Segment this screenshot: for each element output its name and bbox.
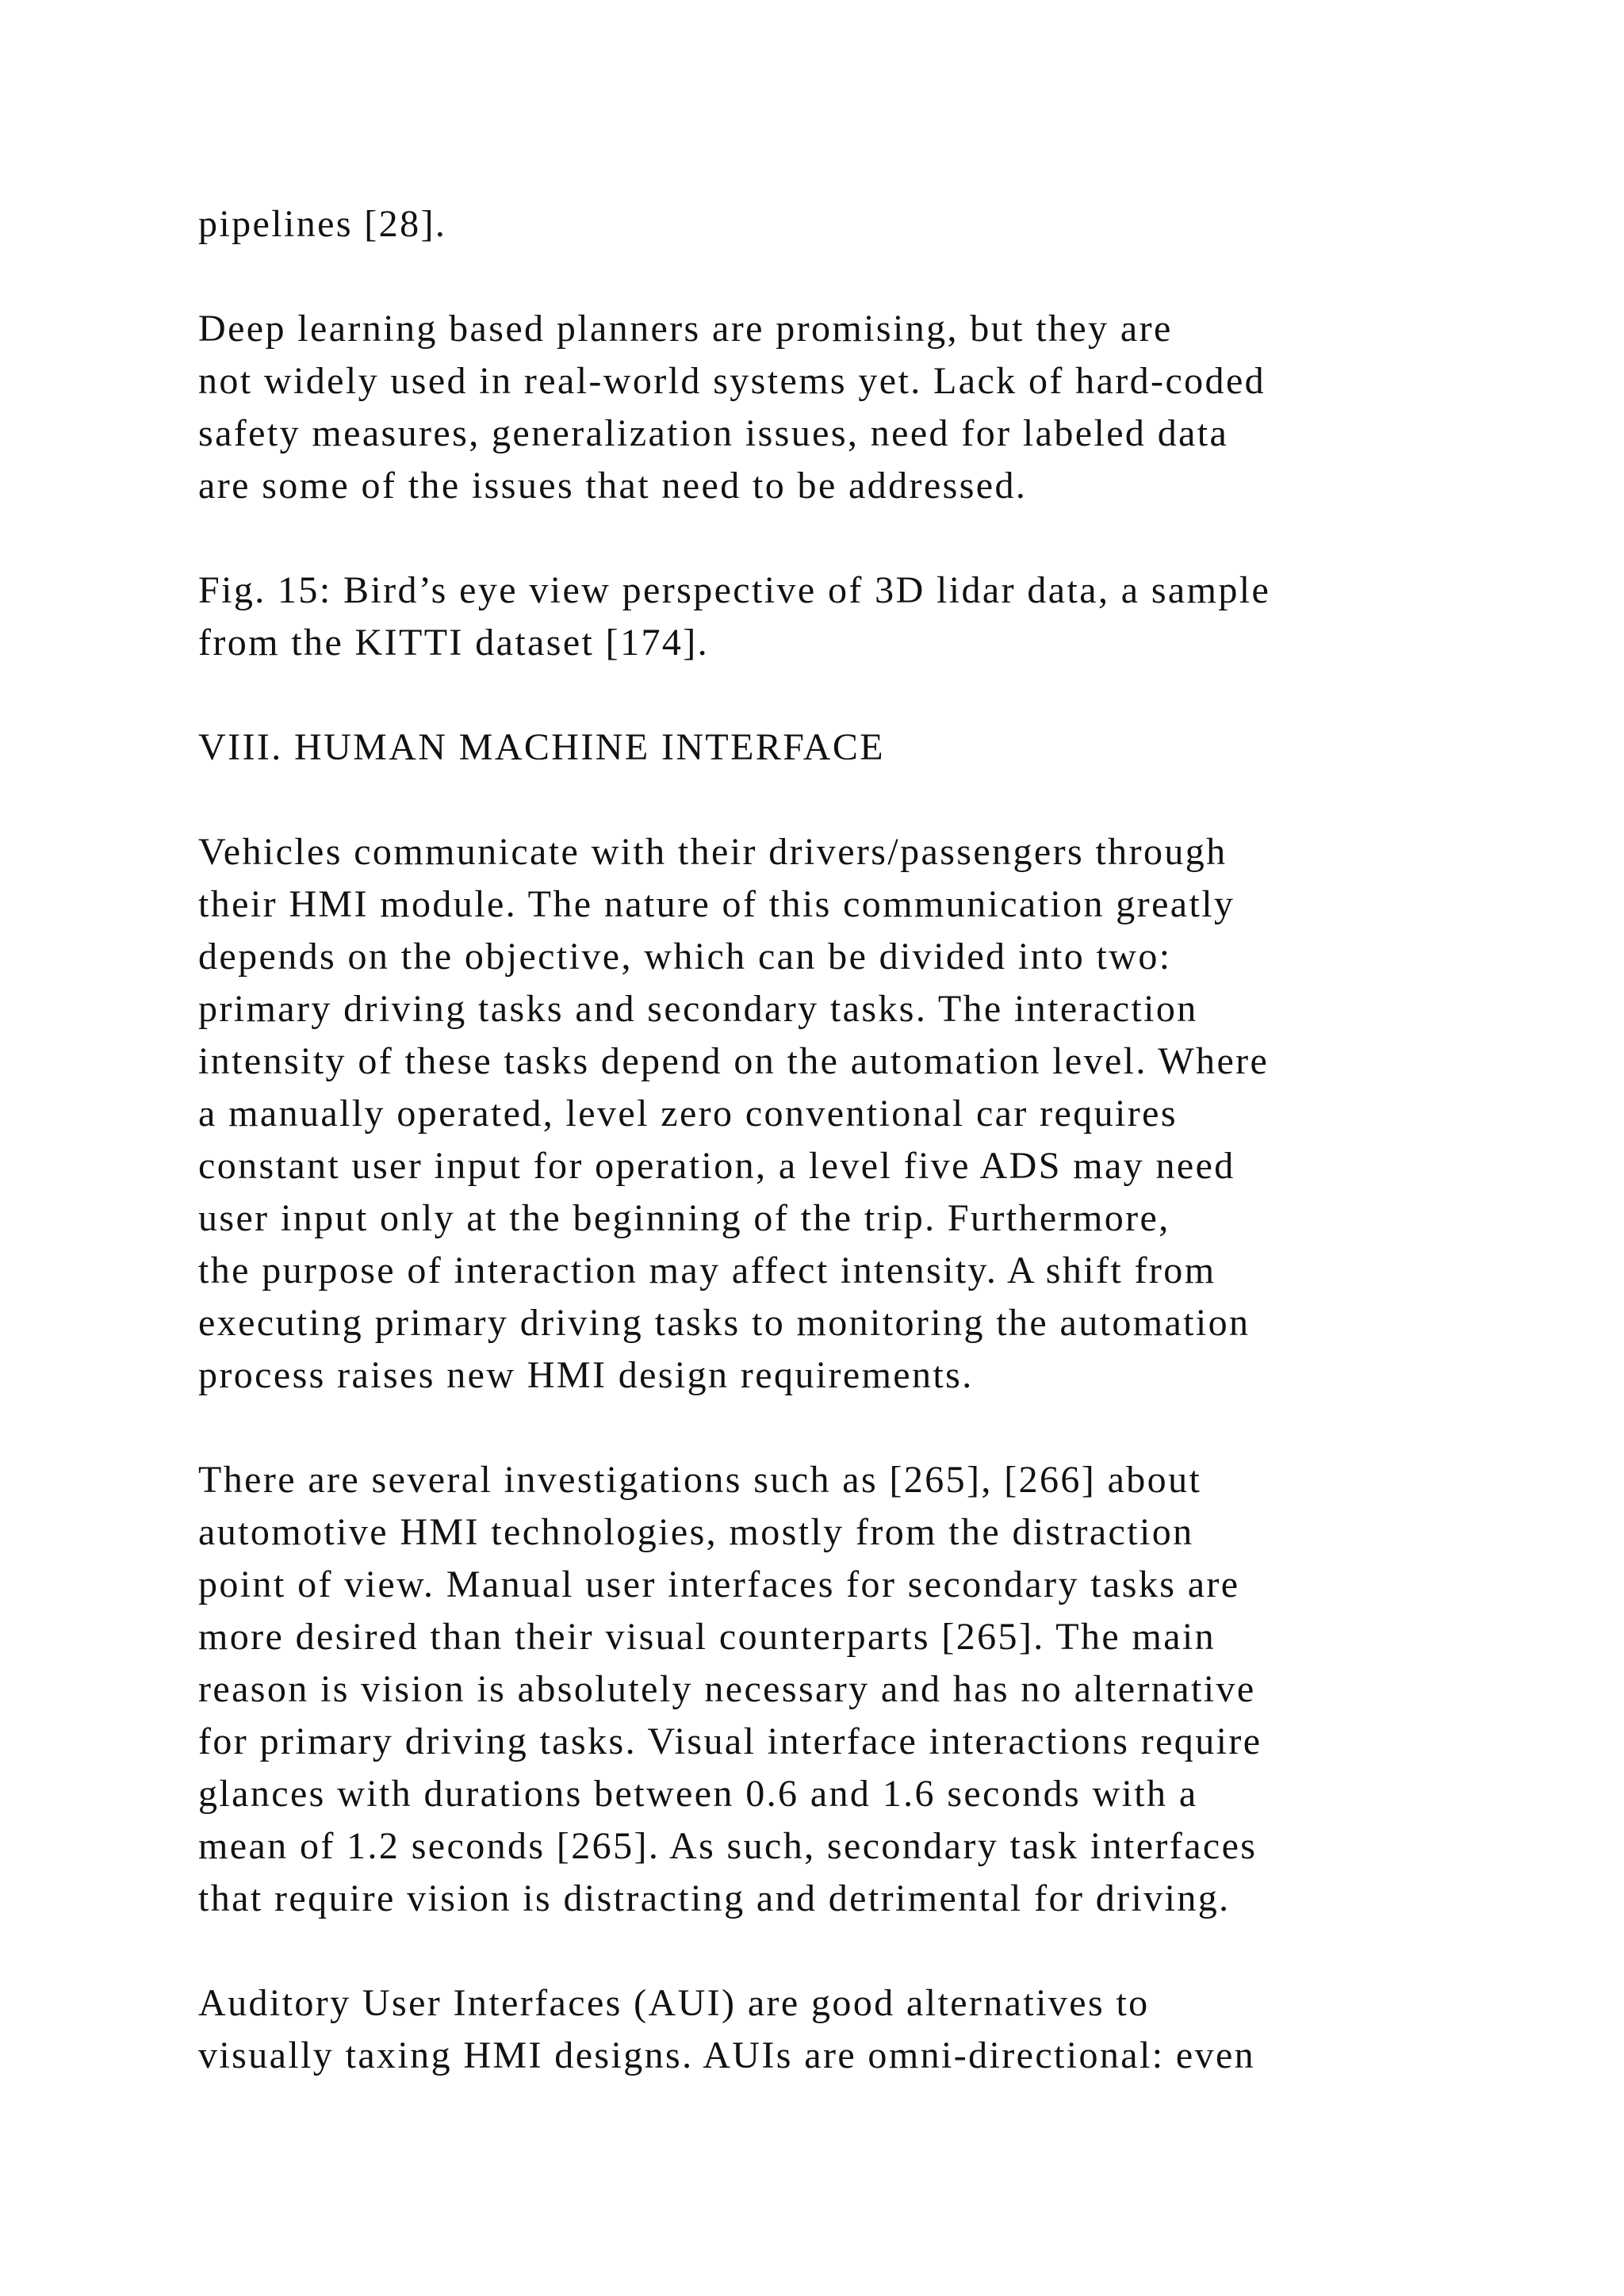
caption-line: from the KITTI dataset [174]. [198, 622, 710, 664]
section-heading [198, 721, 1562, 774]
figure-caption [198, 564, 1562, 669]
paragraph-gap [198, 1402, 1562, 1454]
paragraph-line: glances with durations between 0.6 and 1.6 seconds with a [198, 1773, 1198, 1815]
paragraph-line: pipelines [28]. [198, 203, 447, 245]
paragraph-gap [198, 1925, 1562, 1977]
paragraph-line: Auditory User Interfaces (AUI) are good alternatives to [198, 1982, 1150, 2024]
paragraph-line: process raises new HMI design requirements. [198, 1354, 974, 1396]
paragraph-line: not widely used in real-world systems yet. Lack of hard-coded [198, 360, 1266, 402]
paragraph-gap [198, 774, 1562, 826]
paragraph-line: mean of 1.2 seconds [265]. As such, secondary task interfaces [198, 1825, 1258, 1867]
paragraph-5 [198, 1977, 1562, 2082]
paragraph-line: point of view. Manual user interfaces for secondary tasks are [198, 1563, 1240, 1605]
paragraph-line: visually taxing HMI designs. AUIs are omni-directional: even [198, 2034, 1256, 2076]
paragraph-line: depends on the objective, which can be divided into two: [198, 936, 1172, 978]
paragraph-line: more desired than their visual counterparts [265]. The main [198, 1616, 1216, 1658]
paragraph-gap [198, 512, 1562, 564]
paragraph-line: reason is vision is absolutely necessary and has no alternative [198, 1668, 1256, 1710]
paragraph-line: constant user input for operation, a level five ADS may need [198, 1145, 1235, 1187]
paragraph-line: There are several investigations such as [265], [266] about [198, 1459, 1202, 1501]
paragraph-line: their HMI module. The nature of this communication greatly [198, 883, 1235, 925]
paragraph-3 [198, 826, 1562, 1402]
section-heading-text: VIII. HUMAN MACHINE INTERFACE [198, 726, 885, 768]
paragraph-line: the purpose of interaction may affect intensity. A shift from [198, 1249, 1216, 1292]
paragraph-line: primary driving tasks and secondary tasks. The interaction [198, 988, 1198, 1030]
paragraph-line: Deep learning based planners are promising, but they are [198, 308, 1173, 350]
paragraph-line: user input only at the beginning of the trip. Furthermore, [198, 1197, 1170, 1239]
caption-line: Fig. 15: Bird’s eye view perspective of 3D lidar data, a sample [198, 569, 1271, 611]
paragraph-2 [198, 303, 1562, 512]
paragraph-gap [198, 251, 1562, 303]
paragraph-line: intensity of these tasks depend on the automation level. Where [198, 1040, 1270, 1082]
paragraph-1 [198, 198, 1562, 251]
document-body [198, 198, 1562, 2082]
paragraph-line: Vehicles communicate with their drivers/passengers through [198, 831, 1228, 873]
paragraph-gap [198, 669, 1562, 721]
paragraph-line: executing primary driving tasks to monitoring the automation [198, 1302, 1251, 1344]
paragraph-line: automotive HMI technologies, mostly from the distraction [198, 1511, 1194, 1553]
paragraph-4 [198, 1454, 1562, 1925]
paragraph-line: are some of the issues that need to be addressed. [198, 465, 1028, 507]
paragraph-line: safety measures, generalization issues, need for labeled data [198, 412, 1229, 454]
paragraph-line: that require vision is distracting and detrimental for driving. [198, 1877, 1231, 1919]
paragraph-line: for primary driving tasks. Visual interface interactions require [198, 1720, 1262, 1762]
paragraph-line: a manually operated, level zero conventional car requires [198, 1093, 1178, 1135]
